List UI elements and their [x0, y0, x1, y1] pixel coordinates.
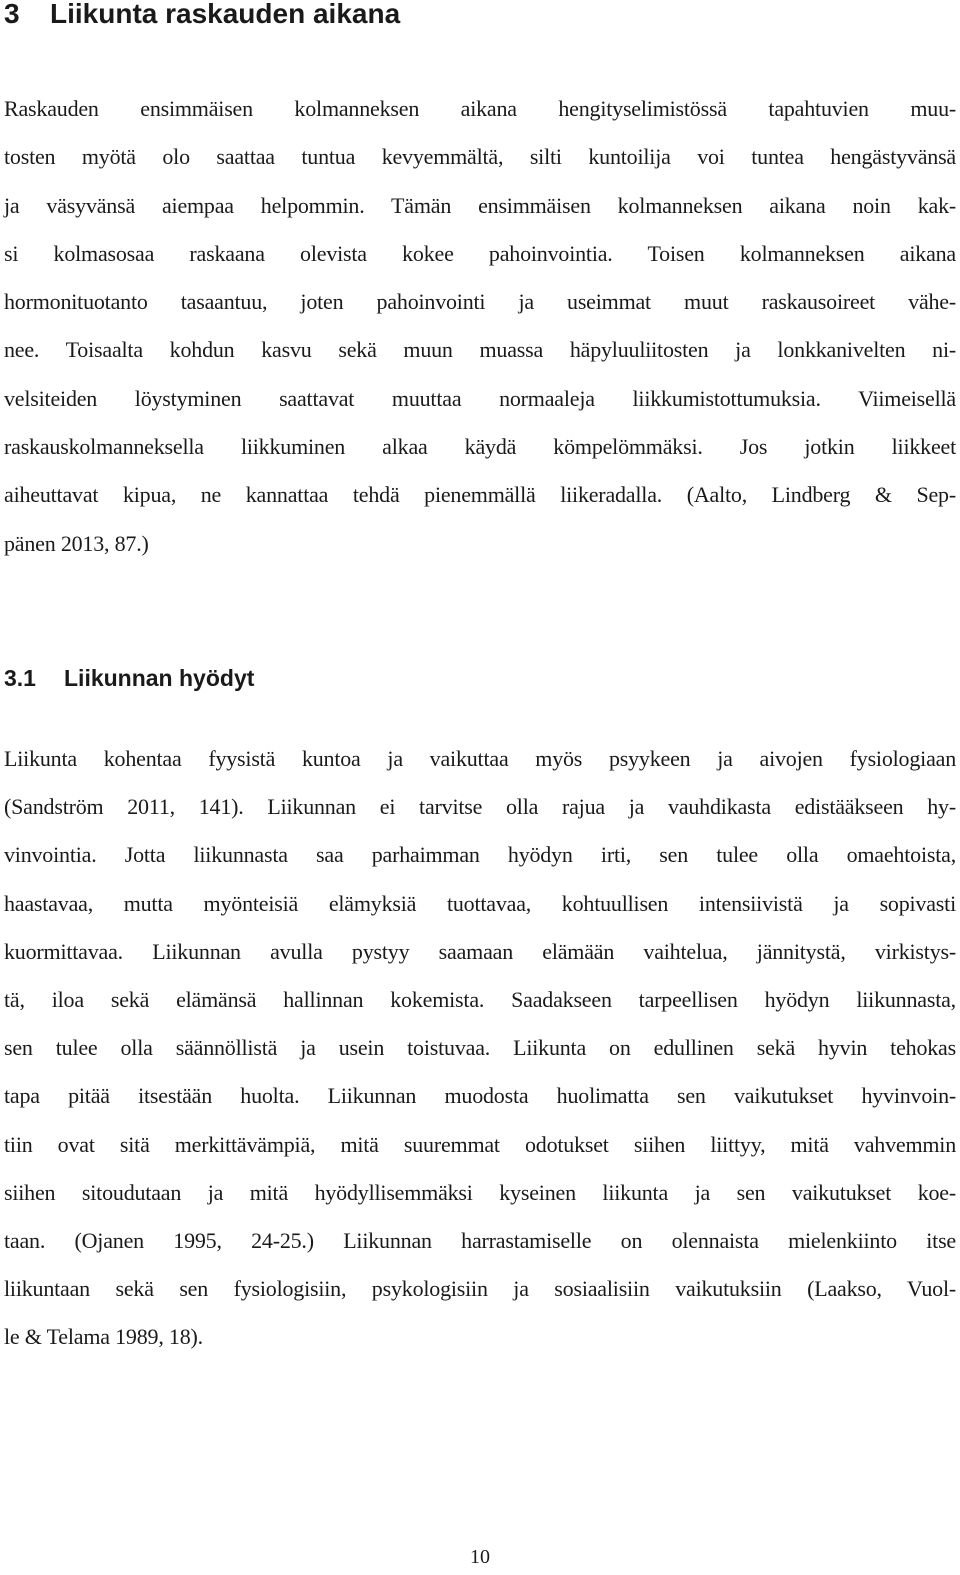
paragraph-line: si kolmasosaa raskaana olevista kokee pahoinvointia. Toisen kolmanneksen aikana: [4, 240, 956, 266]
subsection-paragraph: [4, 735, 956, 1362]
subsection-title: Liikunnan hyödyt: [64, 665, 255, 691]
paragraph-line: pänen 2013, 87.): [4, 530, 149, 556]
paragraph-line: tapa pitää itsestään huolta. Liikunnan muodosta huolimatta sen vaikutukset hyvinvoin-: [4, 1083, 956, 1109]
paragraph-line: tiin ovat sitä merkittävämpiä, mitä suuremmat odotukset siihen liittyy, mitä vahvemmin: [4, 1131, 956, 1157]
page-number: 10: [470, 1546, 490, 1568]
section-heading: [4, 0, 400, 34]
paragraph-line: velsiteiden löystyminen saattavat muuttaa normaaleja liikkumistottumuksia. Viimeisellä: [4, 385, 956, 411]
section-number: 3: [4, 0, 20, 29]
paragraph-line: sen tulee olla säännöllistä ja usein toistuvaa. Liikunta on edullinen sekä hyvin tehokas: [4, 1035, 956, 1061]
paragraph-line: vinvointia. Jotta liikunnasta saa parhaimman hyödyn irti, sen tulee olla omaehtoista,: [4, 842, 956, 868]
paragraph-line: tosten myötä olo saattaa tuntua kevyemmältä, silti kuntoilija voi tuntea hengästyvänsä: [4, 144, 956, 170]
paragraph-line: taan. (Ojanen 1995, 24-25.) Liikunnan harrastamiselle on olennaista mielenkiinto itse: [4, 1228, 956, 1254]
paragraph-line: Raskauden ensimmäisen kolmanneksen aikana hengityselimistössä tapahtuvien muu-: [4, 96, 956, 121]
paragraph-line: hormonituotanto tasaantuu, joten pahoinvointi ja useimmat muut raskausoireet vähe-: [4, 289, 956, 315]
paragraph-line: ja väsyvänsä aiempaa helpommin. Tämän ensimmäisen kolmanneksen aikana noin kak-: [4, 192, 956, 218]
subsection-heading: [4, 660, 254, 696]
paragraph-line: aiheuttavat kipua, ne kannattaa tehdä pienemmällä liikeradalla. (Aalto, Lindberg & Sep-: [4, 482, 956, 508]
paragraph-line: raskauskolmanneksella liikkuminen alkaa käydä kömpelömmäksi. Jos jotkin liikkeet: [4, 434, 956, 460]
paragraph-line: tä, iloa sekä elämänsä hallinnan kokemista. Saadakseen tarpeellisen hyödyn liikunnasta,: [4, 987, 956, 1013]
paragraph-line: le & Telama 1989, 18).: [4, 1324, 203, 1350]
paragraph-line: kuormittavaa. Liikunnan avulla pystyy saamaan elämään vaihtelua, jännitystä, virkistys-: [4, 938, 956, 964]
paragraph-line: haastavaa, mutta myönteisiä elämyksiä tuottavaa, kohtuullisen intensiivistä ja sopivasti: [4, 890, 956, 916]
paragraph-line: (Sandström 2011, 141). Liikunnan ei tarvitse olla rajua ja vauhdikasta edistääkseen hy-: [4, 794, 956, 820]
section-title: Liikunta raskauden aikana: [50, 0, 401, 29]
paragraph-line: liikuntaan sekä sen fysiologisiin, psykologisiin ja sosiaalisiin vaikutuksiin (Laakso, Vuol-: [4, 1276, 956, 1302]
section-paragraph: [4, 85, 956, 568]
paragraph-line: siihen sitoudutaan ja mitä hyödyllisemmäksi kyseinen liikunta ja sen vaikutukset koe-: [4, 1179, 956, 1205]
subsection-number: 3.1: [4, 665, 36, 691]
paragraph-line: Liikunta kohentaa fyysistä kuntoa ja vaikuttaa myös psyykeen ja aivojen fysiologiaan: [4, 746, 956, 771]
paragraph-line: nee. Toisaalta kohdun kasvu sekä muun muassa häpyluuliitosten ja lonkkanivelten ni-: [4, 337, 956, 363]
